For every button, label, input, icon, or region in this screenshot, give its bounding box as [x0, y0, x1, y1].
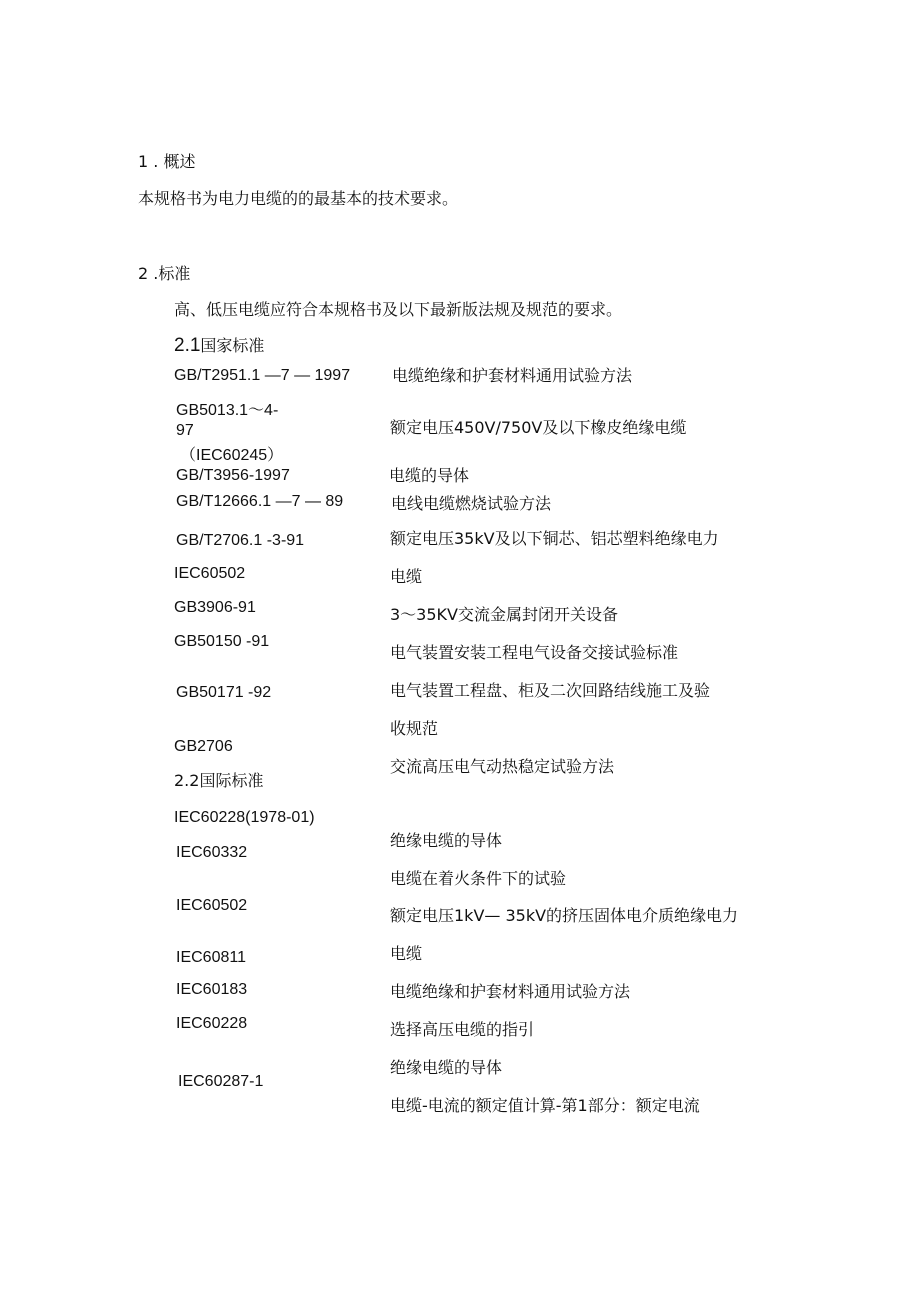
section-1-heading: 1 . 概述 [138, 152, 196, 171]
national-description: 3～35KV交流金属封闭开关设备 [390, 605, 618, 624]
national-code: GB/T3956-1997 [176, 467, 290, 484]
national-description: 电缆 [390, 567, 423, 586]
international-code: IEC60183 [176, 981, 248, 998]
international-standards-title: 2.2国际标准 [174, 771, 264, 790]
international-description: 选择高压电缆的指引 [390, 1020, 535, 1039]
national-description: 额定电压35kV及以下铜芯、铝芯塑料绝缘电力 [390, 529, 719, 548]
international-description: 绝缘电缆的导体 [390, 1058, 503, 1077]
section-2-intro: 高、低压电缆应符合本规格书及以下最新版法规及规范的要求。 [174, 300, 623, 319]
international-description: 电缆在着火条件下的试验 [390, 869, 567, 888]
national-code: GB50171 -92 [176, 684, 272, 701]
national-description: 电缆的导体 [389, 466, 470, 485]
international-code: IEC60502 [176, 897, 248, 914]
national-standards-label: 国家标准 [200, 336, 265, 355]
international-description: 额定电压1kV— 35kV的挤压固体电介质绝缘电力 [390, 906, 739, 925]
national-description: 额定电压450V/750V及以下橡皮绝缘电缆 [390, 418, 687, 437]
international-code: IEC60332 [176, 844, 248, 861]
national-description: 收规范 [390, 719, 439, 738]
national-description: 电线电缆燃烧试验方法 [391, 494, 552, 513]
national-code: GB3906-91 [174, 599, 256, 616]
national-code: IEC60502 [174, 565, 246, 582]
national-code: GB5013.1～4- [176, 402, 279, 419]
international-code: IEC60811 [176, 949, 246, 966]
national-standards-number: 2.1 [174, 335, 201, 356]
national-code: GB/T12666.1 —7 — 89 [176, 493, 344, 510]
national-description: 电气装置安装工程电气设备交接试验标准 [390, 643, 679, 662]
section-2-heading: 2 .标准 [138, 264, 191, 283]
national-description: 电缆绝缘和护套材料通用试验方法 [392, 366, 633, 385]
international-description: 绝缘电缆的导体 [390, 831, 503, 850]
national-code: GB50150 -91 [174, 633, 270, 650]
national-description: 交流高压电气动热稳定试验方法 [390, 757, 615, 776]
national-code: 97 [176, 422, 194, 439]
international-code: IEC60287-1 [178, 1073, 264, 1090]
section-1-body: 本规格书为电力电缆的的最基本的技术要求。 [138, 189, 459, 208]
international-description: 电缆 [390, 944, 423, 963]
national-description: 电气装置工程盘、柜及二次回路结线施工及验 [390, 681, 711, 700]
international-description: 电缆绝缘和护套材料通用试验方法 [390, 982, 631, 1001]
international-code: IEC60228(1978-01) [174, 809, 315, 826]
national-code-clipped: （IEC60245） [180, 447, 284, 464]
national-code: GB/T2706.1 -3-91 [176, 532, 305, 549]
national-code: GB2706 [174, 738, 233, 755]
national-code: GB/T2951.1 —7 — 1997 [174, 367, 351, 384]
international-code: IEC60228 [176, 1015, 248, 1032]
international-description: 电缆-电流的额定值计算-第1部分：额定电流 [390, 1096, 700, 1115]
national-standards-title [174, 336, 264, 356]
